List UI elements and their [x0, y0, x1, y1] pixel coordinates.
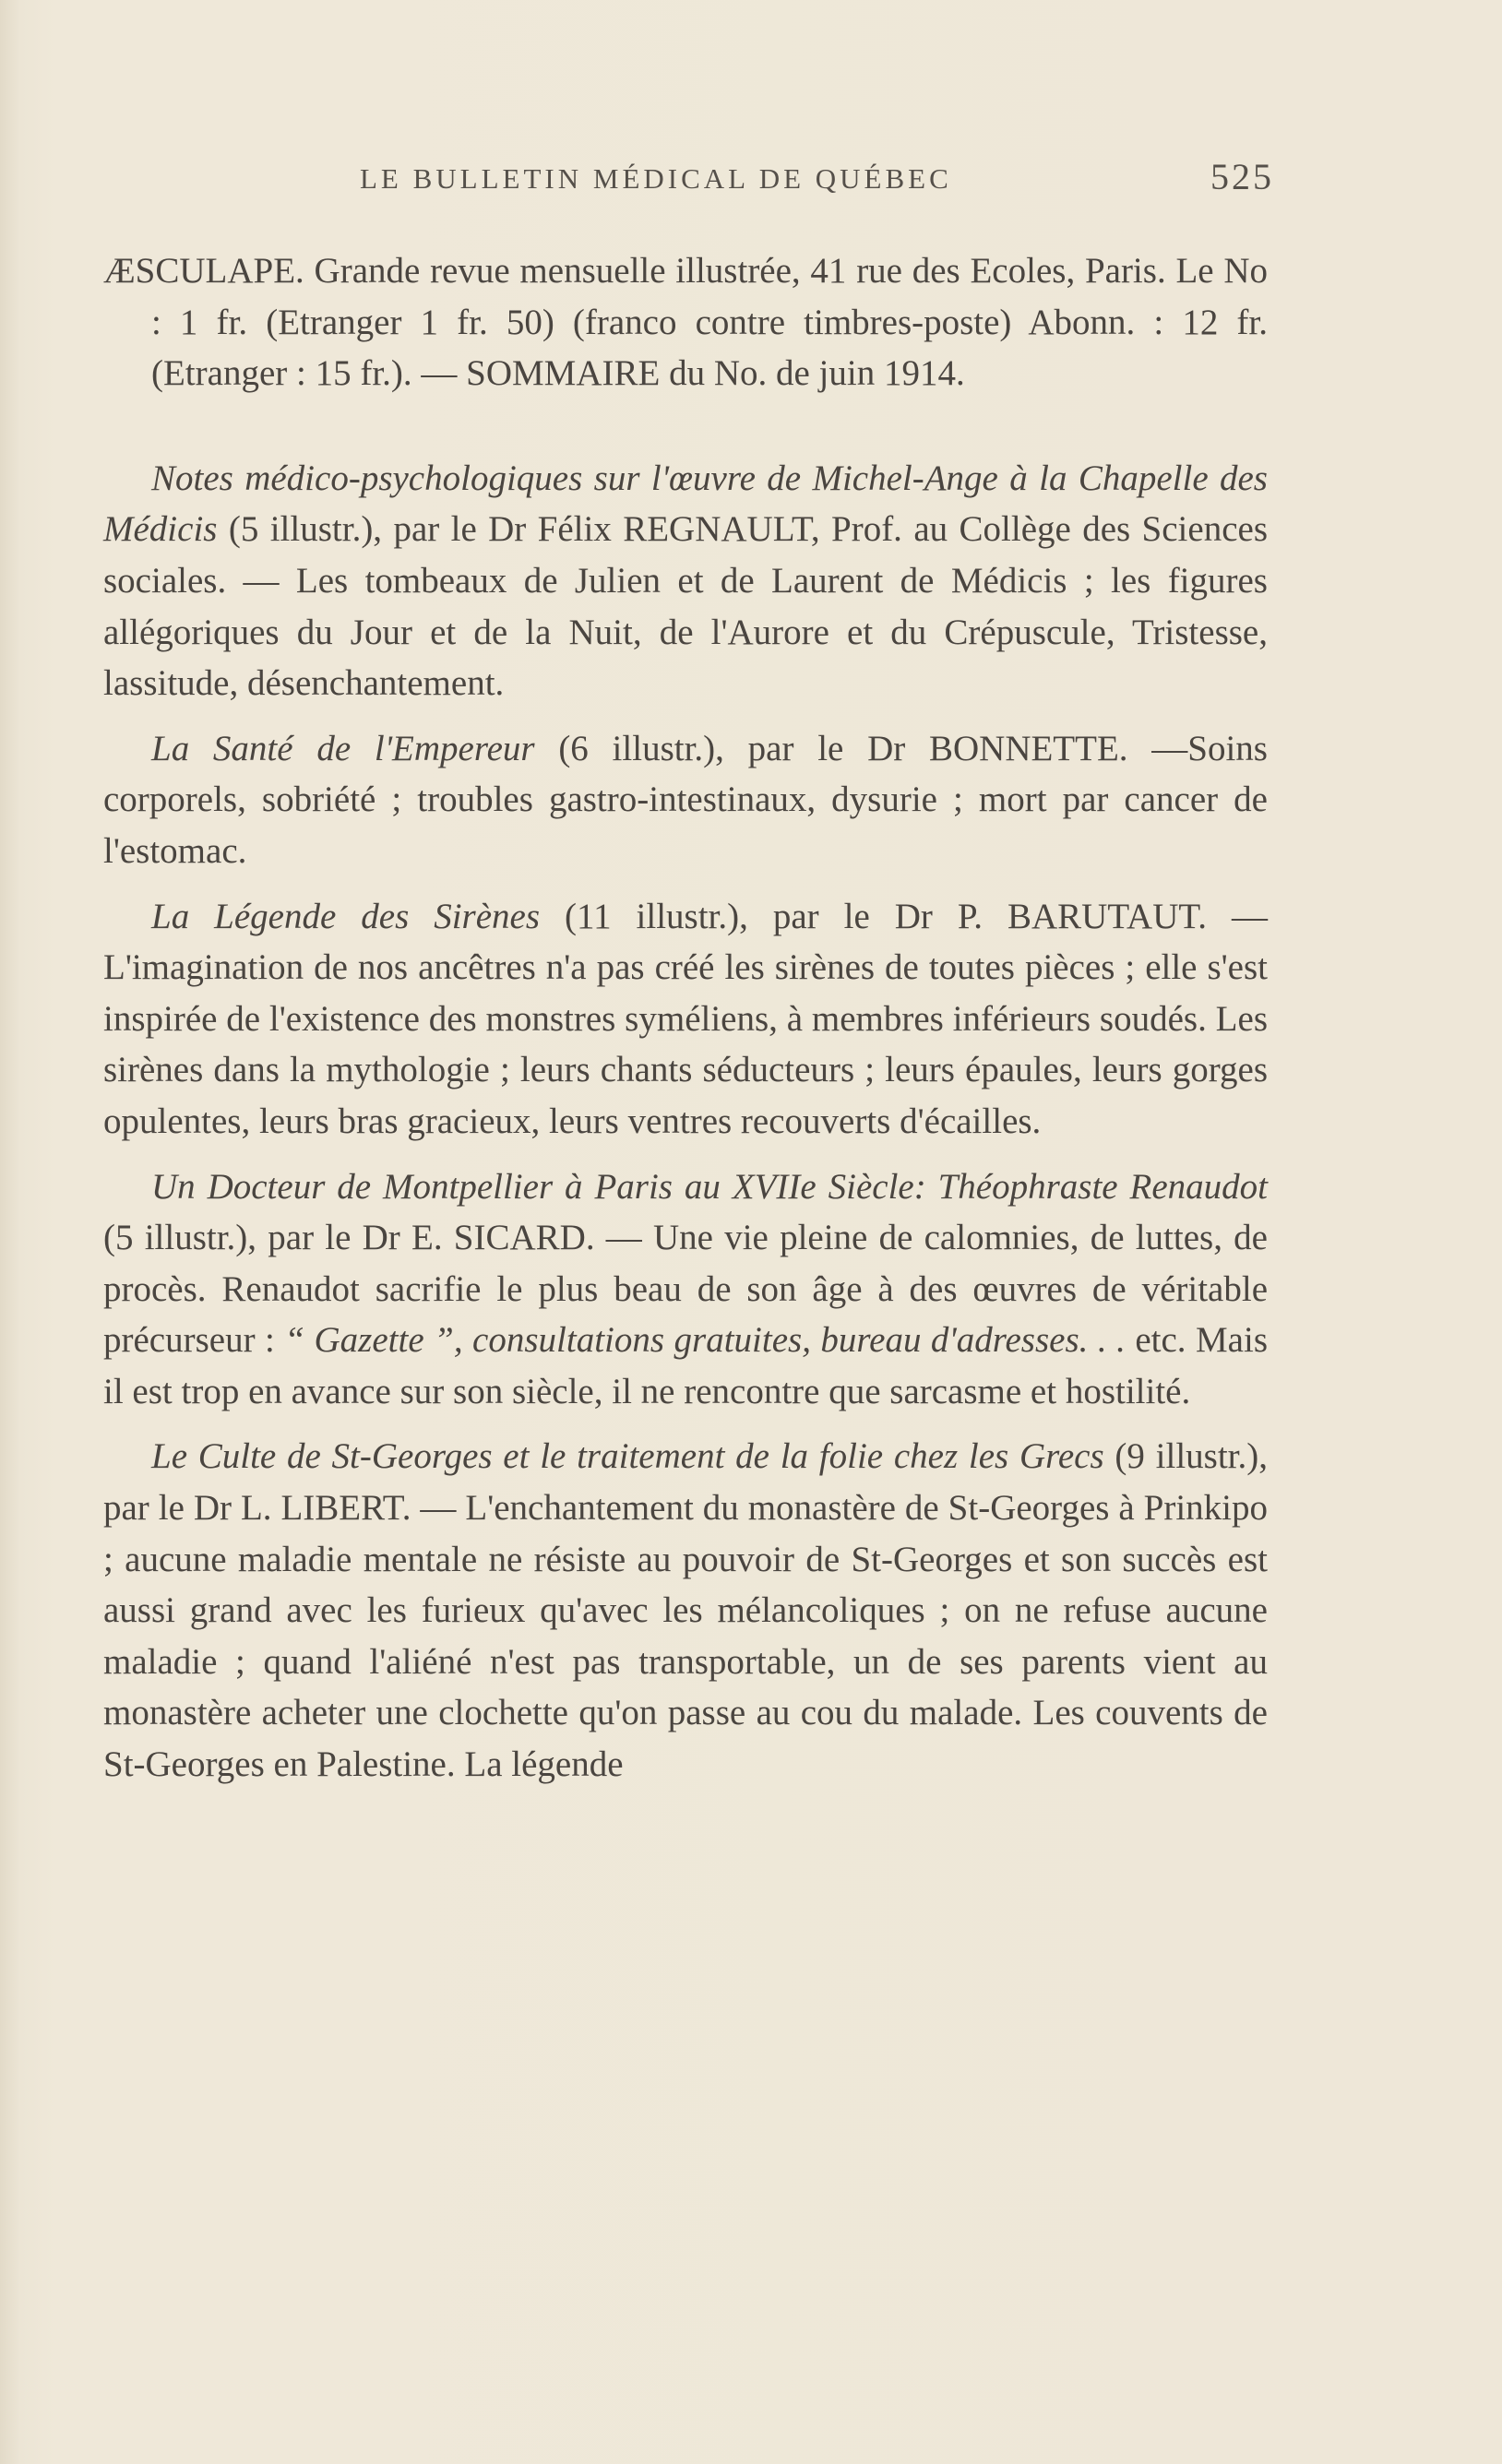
article-summary: (5 illustr.), par le Dr E. SICARD. — Une vie pleine de calomnies, de luttes, de procès. Renaudot sacrifie le plus beau de son âge à des œuvres de véritable précurseur :: [103, 1218, 1268, 1361]
article-michel-ange: [103, 453, 1268, 709]
article-title: Un Docteur de Montpellier à Paris au XVIIe Siècle: Théophraste Renaudot: [151, 1166, 1268, 1207]
article-summary-end: etc. Mais il est trop en avance sur son siècle, il ne rencontre que sarcasme et hostilité.: [103, 1320, 1268, 1411]
article-sante-empereur: [103, 723, 1268, 877]
article-renaudot: [103, 1161, 1268, 1418]
article-summary-italic: “ Gazette ”, consultations gratuites, bureau d'adresses. . .: [284, 1320, 1126, 1361]
page-body: [103, 245, 1268, 1804]
article-title: La Santé de l'Empereur: [151, 728, 535, 768]
article-summary: (6 illustr.), par le Dr BONNETTE. —Soins corporels, sobriété ; troubles gastro-intestinaux, dysurie ; mort par cancer de l'estomac.: [103, 728, 1268, 871]
article-title: Le Culte de St-Georges et le traitement de la folie chez les Grecs: [151, 1436, 1104, 1477]
article-title: Notes médico-psychologiques sur l'œuvre de Michel-Ange à la Chapelle des Médicis: [103, 458, 1268, 550]
running-head: LE BULLETIN MÉDICAL DE QUÉBEC: [360, 162, 952, 195]
article-title: La Légende des Sirènes: [151, 896, 541, 936]
page-header: [0, 155, 1502, 210]
article-summary: (5 illustr.), par le Dr Félix REGNAULT, Prof. au Collège des Sciences sociales. — Les tombeaux de Julien et de Laurent de Médicis ; les figures allégoriques du Jour et de la Nuit, de l'Aurore et du Crépuscule, Tristesse, lassitude, désenchantement.: [103, 509, 1268, 704]
article-sirenes: [103, 891, 1268, 1148]
article-st-georges: [103, 1431, 1268, 1790]
article-summary: (9 illustr.), par le Dr L. LIBERT. — L'enchantement du monastère de St-Georges à Prinkipo ; aucune maladie mentale ne résiste au pouvoir de St-Georges et son succès est aussi grand avec les furieux qu'avec les mélancoliques ; on ne refuse aucune maladie ; quand l'aliéné n'est pas transportable, un de ses parents vient au monastère acheter une clochette qu'on passe au cou du malade. Les couvents de St-Georges en Palestine. La légende: [103, 1436, 1268, 1785]
article-summary: (11 illustr.), par le Dr P. BARUTAUT. — L'imagination de nos ancêtres n'a pas créé les sirènes de toutes pièces ; elle s'est inspirée de l'existence des monstres syméliens, à membres inférieurs soudés. Les sirènes dans la mythologie ; leurs chants séducteurs ; leurs épaules, leurs gorges opulentes, leurs bras gracieux, leurs ventres recouverts d'écailles.: [103, 896, 1269, 1141]
page-number: 525: [1210, 156, 1274, 197]
journal-entry-aesculape: ÆSCULAPE. Grande revue mensuelle illustrée, 41 rue des Ecoles, Paris. Le No : 1 fr. (Etranger 1 fr. 50) (franco contre timbres-poste) Abonn. : 12 fr. (Etranger : 15 fr.). — SOMMAIRE du No. de juin 1914.: [103, 251, 1268, 394]
